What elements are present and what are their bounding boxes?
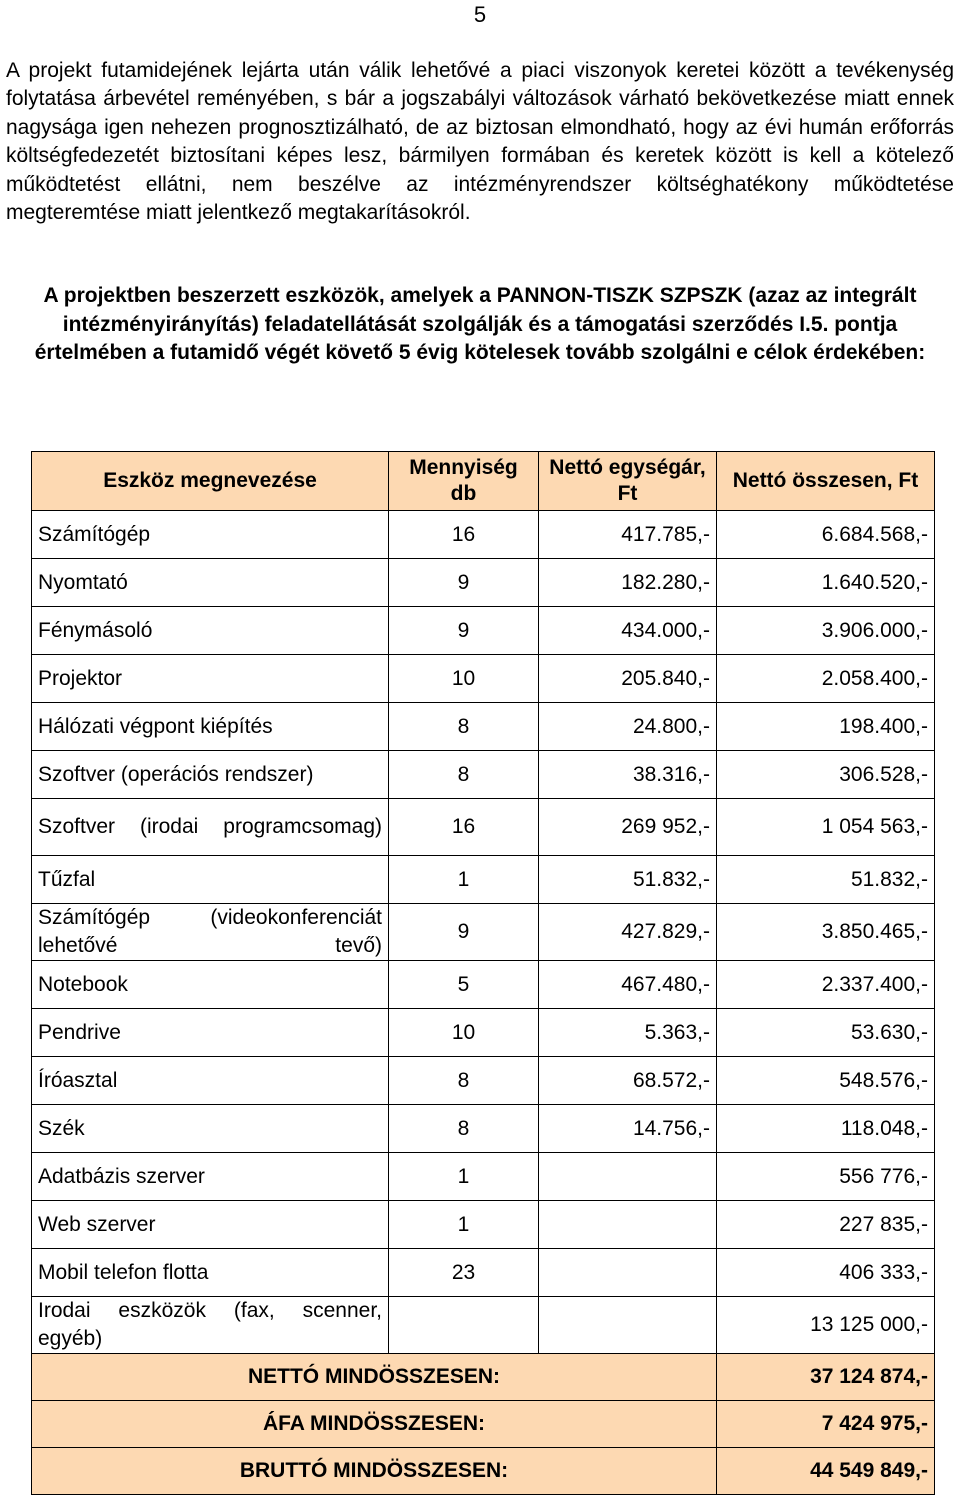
- row-quantity: 1: [389, 1201, 539, 1249]
- row-unit-price: 5.363,-: [539, 1009, 717, 1057]
- row-name: Íróasztal: [32, 1057, 389, 1105]
- header-quantity: Mennyiség db: [389, 452, 539, 511]
- total-label: NETTÓ MINDÖSSZESEN:: [32, 1354, 717, 1401]
- table-row: [32, 655, 935, 703]
- table-row: [32, 607, 935, 655]
- row-unit-price: 38.316,-: [539, 751, 717, 799]
- row-unit-price: 68.572,-: [539, 1057, 717, 1105]
- row-total: 556 776,-: [717, 1153, 935, 1201]
- row-name: Mobil telefon flotta: [32, 1249, 389, 1297]
- row-total: 13 125 000,-: [717, 1297, 935, 1354]
- total-value: 44 549 849,-: [717, 1448, 935, 1495]
- row-unit-price: [539, 1297, 717, 1354]
- total-value: 37 124 874,-: [717, 1354, 935, 1401]
- row-name: Szoftver (operációs rendszer): [32, 751, 389, 799]
- table-row: [32, 1153, 935, 1201]
- row-name: Irodai eszközök (fax, scenner, egyéb): [32, 1297, 389, 1354]
- row-quantity: 1: [389, 856, 539, 904]
- row-total: 6.684.568,-: [717, 511, 935, 559]
- row-quantity: 16: [389, 511, 539, 559]
- row-name: Tűzfal: [32, 856, 389, 904]
- row-unit-price: 467.480,-: [539, 961, 717, 1009]
- row-quantity: 5: [389, 961, 539, 1009]
- row-unit-price: 205.840,-: [539, 655, 717, 703]
- row-name: Web szerver: [32, 1201, 389, 1249]
- table-row: [32, 1297, 935, 1354]
- row-total: 118.048,-: [717, 1105, 935, 1153]
- row-total: 3.850.465,-: [717, 904, 935, 961]
- row-quantity: 10: [389, 655, 539, 703]
- table-header: [32, 452, 935, 511]
- table-row: [32, 904, 935, 961]
- row-quantity: 8: [389, 751, 539, 799]
- row-quantity: 8: [389, 1105, 539, 1153]
- row-total: 53.630,-: [717, 1009, 935, 1057]
- table-row: [32, 961, 935, 1009]
- total-row-net: [32, 1354, 935, 1401]
- row-total: 1.640.520,-: [717, 559, 935, 607]
- table-row: [32, 1009, 935, 1057]
- row-quantity: 8: [389, 703, 539, 751]
- row-total: 306.528,-: [717, 751, 935, 799]
- table-totals: [32, 1354, 935, 1495]
- row-name: Szoftver (irodai programcsomag): [32, 799, 389, 856]
- row-unit-price: 51.832,-: [539, 856, 717, 904]
- intro-paragraph: A projekt futamidejének lejárta után válik lehetővé a piaci viszonyok keretei között a tevékenység folytatása árbevétel reményében, s bár a jogszabályi változások várható bekövetkezése miatt ennek nagysága igen nehezen prognosztizálható, de az biztosan elmondható, hogy az évi humán erőforrás költségfedezetét biztosítani képes lesz, bármilyen formában és keretek között is kell a kötelező működtetést ellátni, nem beszélve az intézményrendszer költséghatékony működtetése megteremtése miatt jelentkező megtakarításokról.: [6, 59, 954, 225]
- section-heading: A projektben beszerzett eszközök, amelyek a PANNON-TISZK SZPSZK (azaz az integrált intézményirányítás) feladatellátását szolgálják és a támogatási szerződés I.5. pontja értelmében a futamidő végét követő 5 évig kötelesek tovább szolgálni e célok érdekében:: [34, 284, 926, 364]
- row-name: Pendrive: [32, 1009, 389, 1057]
- row-total: 2.337.400,-: [717, 961, 935, 1009]
- table-body: [32, 511, 935, 1354]
- row-unit-price: 24.800,-: [539, 703, 717, 751]
- table-row: [32, 1105, 935, 1153]
- table-row: [32, 1057, 935, 1105]
- row-name: Fénymásoló: [32, 607, 389, 655]
- row-name: Számítógép (videokonferenciát lehetővé tevő): [32, 904, 389, 961]
- row-unit-price: 269 952,-: [539, 799, 717, 856]
- row-total: 1 054 563,-: [717, 799, 935, 856]
- total-row-gross: [32, 1448, 935, 1495]
- row-quantity: [389, 1297, 539, 1354]
- row-unit-price: [539, 1153, 717, 1201]
- row-quantity: 10: [389, 1009, 539, 1057]
- row-quantity: 23: [389, 1249, 539, 1297]
- row-name: Szék: [32, 1105, 389, 1153]
- row-total: 51.832,-: [717, 856, 935, 904]
- row-total: 227 835,-: [717, 1201, 935, 1249]
- row-quantity: 9: [389, 607, 539, 655]
- table-row: [32, 856, 935, 904]
- total-value: 7 424 975,-: [717, 1401, 935, 1448]
- table-row: [32, 1201, 935, 1249]
- row-quantity: 9: [389, 904, 539, 961]
- row-name: Notebook: [32, 961, 389, 1009]
- equipment-table: [31, 451, 935, 1495]
- header-name: Eszköz megnevezése: [32, 452, 389, 511]
- row-total: 2.058.400,-: [717, 655, 935, 703]
- row-unit-price: 434.000,-: [539, 607, 717, 655]
- row-total: 198.400,-: [717, 703, 935, 751]
- page-number: 5: [473, 2, 487, 27]
- row-quantity: 9: [389, 559, 539, 607]
- row-name: Számítógép: [32, 511, 389, 559]
- total-label: ÁFA MINDÖSSZESEN:: [32, 1401, 717, 1448]
- row-quantity: 16: [389, 799, 539, 856]
- row-unit-price: 417.785,-: [539, 511, 717, 559]
- row-total: 548.576,-: [717, 1057, 935, 1105]
- total-row-vat: [32, 1401, 935, 1448]
- row-unit-price: 14.756,-: [539, 1105, 717, 1153]
- row-name: Adatbázis szerver: [32, 1153, 389, 1201]
- table-row: [32, 1249, 935, 1297]
- row-name: Hálózati végpont kiépítés: [32, 703, 389, 751]
- row-unit-price: 182.280,-: [539, 559, 717, 607]
- row-unit-price: [539, 1249, 717, 1297]
- header-unit-price: Nettó egységár, Ft: [539, 452, 717, 511]
- table-row: [32, 511, 935, 559]
- row-quantity: 8: [389, 1057, 539, 1105]
- row-name: Projektor: [32, 655, 389, 703]
- row-total: 406 333,-: [717, 1249, 935, 1297]
- row-total: 3.906.000,-: [717, 607, 935, 655]
- row-name: Nyomtató: [32, 559, 389, 607]
- row-unit-price: 427.829,-: [539, 904, 717, 961]
- table-row: [32, 703, 935, 751]
- table-row: [32, 559, 935, 607]
- table-row: [32, 751, 935, 799]
- total-label: BRUTTÓ MINDÖSSZESEN:: [32, 1448, 717, 1495]
- header-total: Nettó összesen, Ft: [717, 452, 935, 511]
- table-row: [32, 799, 935, 856]
- row-quantity: 1: [389, 1153, 539, 1201]
- row-unit-price: [539, 1201, 717, 1249]
